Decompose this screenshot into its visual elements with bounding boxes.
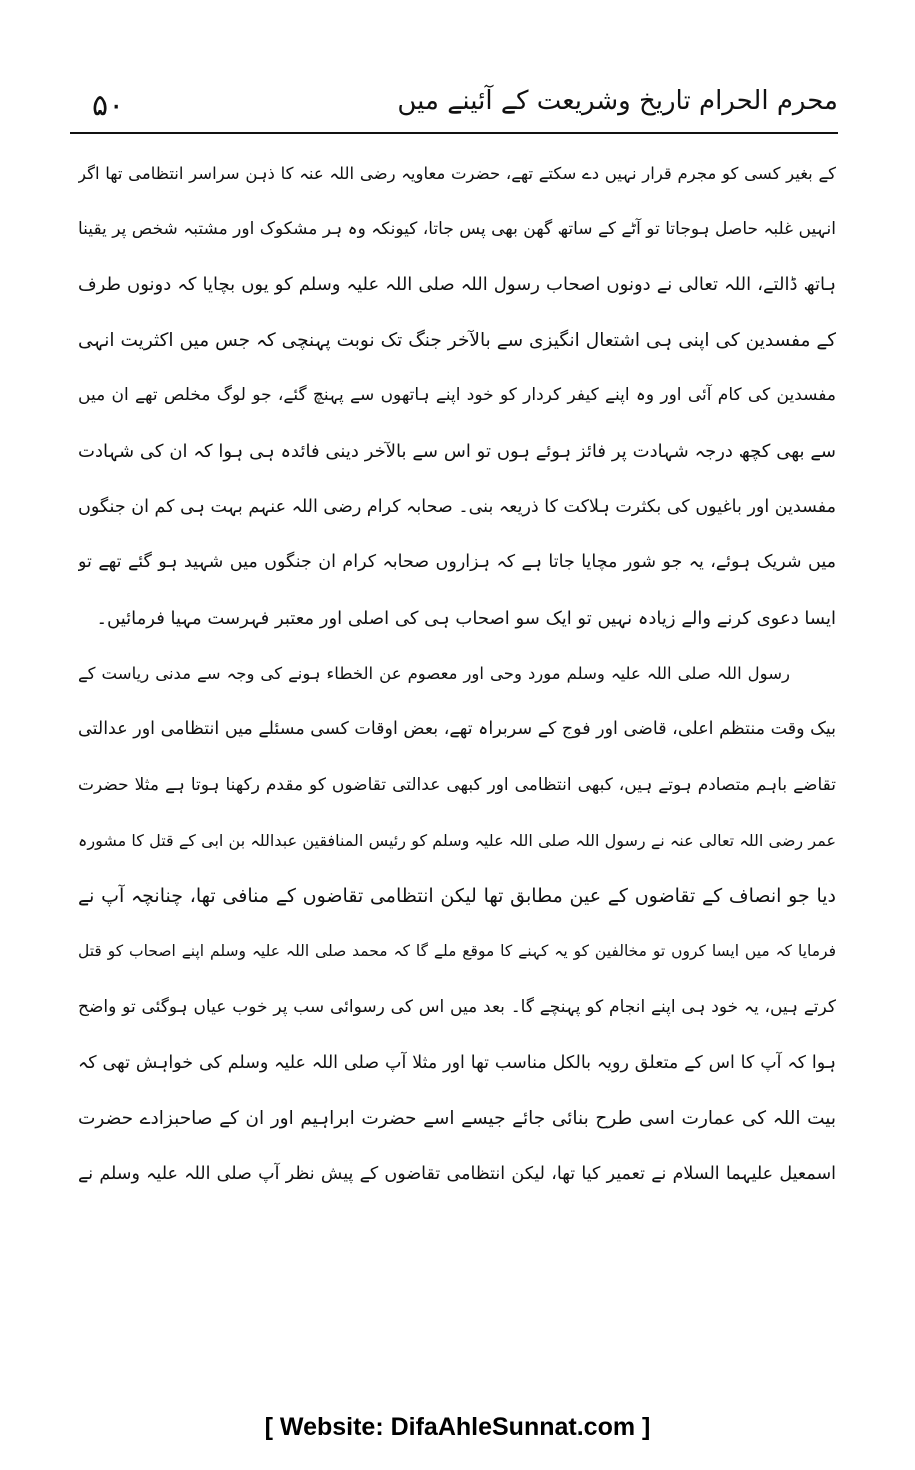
text-line: اسمعیل علیہما السلام نے تعمیر کیا تھا، لیکن انتظامی تقاضوں کے پیش نظر آپ صلی اللہ علیہ وسلم نے (78, 1163, 836, 1184)
running-title: محرم الحرام تاریخ وشریعت کے آئینے میں (397, 86, 838, 116)
text-line: فرمایا کہ میں ایسا کروں تو مخالفین کو یہ کہنے کا موقع ملے گا کہ محمد صلی اللہ علیہ وسلم اپنے اصحاب کو قتل (78, 942, 836, 961)
text-line: انہیں غلبہ حاصل ہوجاتا تو آٹے کے ساتھ گھن بھی پس جاتا، کیونکہ وہ ہر مشکوک اور مشتبہ شخص پر یقینا (78, 218, 836, 239)
header-divider (70, 132, 838, 134)
text-line: دیا جو انصاف کے تقاضوں کے عین مطابق تھا لیکن انتظامی تقاضوں کے منافی تھا، چنانچہ آپ نے (78, 884, 836, 907)
text-line: ہاتھ ڈالتے، اللہ تعالی نے دونوں اصحاب رسول اللہ صلی اللہ علیہ وسلم کو یوں بچایا کہ دونوں طرف (78, 274, 836, 296)
text-line: تقاضے باہم متصادم ہوتے ہیں، کبھی انتظامی اور کبھی عدالتی تقاضوں کو مقدم رکھنا ہوتا ہے مثلا حضرت (78, 774, 836, 795)
text-line: عمر رضی اللہ تعالی عنہ نے رسول اللہ صلی اللہ علیہ وسلم کو رئیس المنافقین عبداللہ بن ابی کے قتل کا مشورہ (78, 831, 836, 851)
page-header (70, 84, 838, 130)
text-line: مفسدین کی کام آئی اور وہ اپنے کیفر کردار کو خود اپنے ہاتھوں سے پہنچ گئے، جو لوگ مخلص تھے ان میں (78, 385, 836, 406)
text-line: ہوا کہ آپ کا اس کے متعلق رویہ بالکل مناسب تھا اور مثلا آپ صلی اللہ علیہ وسلم کی خواہش تھی کہ (78, 1052, 836, 1073)
text-line: کرتے ہیں، یہ خود ہی اپنے انجام کو پہنچے گا۔ بعد میں اس کی رسوائی سب پر خوب عیاں ہوگئی تو واضح (78, 996, 836, 1017)
text-line: بیت اللہ کی عمارت اسی طرح بنائی جائے جیسے اسے حضرت ابراہیم اور ان کے صاحبزادے حضرت (78, 1108, 836, 1130)
text-line: مفسدین اور باغیوں کی بکثرت ہلاکت کا ذریعہ بنی۔ صحابہ کرام رضی اللہ عنہم بہت ہی کم ان جنگوں (78, 496, 836, 517)
website-footer: [ Website: DifaAhleSunnat.com ] (264, 1413, 651, 1441)
text-line: میں شریک ہوئے، یہ جو شور مچایا جاتا ہے کہ ہزاروں صحابہ کرام ان جنگوں میں شہید ہو گئے تھے تو (78, 552, 836, 573)
body-text (78, 146, 836, 1202)
text-line: بیک وقت منتظم اعلی، قاضی اور فوج کے سربراہ تھے، بعض اوقات کسی مسئلے میں انتظامی اور عدالتی (78, 718, 836, 739)
text-line: کے مفسدین کی اپنی ہی اشتعال انگیزی سے بالآخر جنگ تک نوبت پہنچی کہ جس میں اکثریت انہی (78, 329, 836, 351)
text-line: سے بھی کچھ درجہ شہادت پر فائز ہوئے ہوں تو اس سے بالآخر دینی فائدہ ہی ہوا کہ ان کی شہادت (78, 440, 836, 462)
text-line: رسول اللہ صلی اللہ علیہ وسلم مورد وحی اور معصوم عن الخطاء ہونے کی وجہ سے مدنی ریاست کے (78, 664, 790, 684)
page-number: ۵۰ (92, 88, 125, 123)
text-line: کے بغیر کسی کو مجرم قرار نہیں دے سکتے تھے، حضرت معاویہ رضی اللہ عنہ کا ذہن سراسر انتظامی تھا اگر (78, 164, 836, 183)
text-line: ایسا دعوی کرنے والے زیادہ نہیں تو ایک سو اصحاب ہی کی اصلی اور معتبر فہرست مہیا فرمائیں۔ (96, 607, 836, 629)
